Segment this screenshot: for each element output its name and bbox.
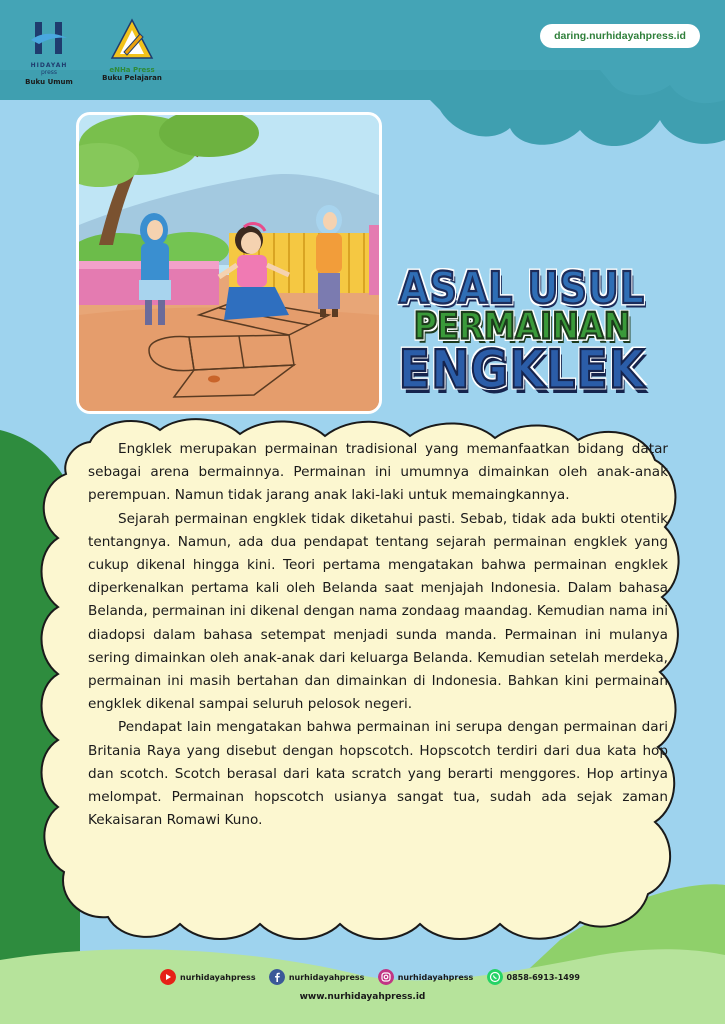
hidayah-logo: [24, 18, 74, 88]
enha-caption: Buku Pelajaran: [102, 74, 162, 82]
enha-logo: [100, 18, 164, 88]
paragraph-2: Sejarah permainan engklek tidak diketahui pasti. Sebab, tidak ada bukti otentik tentangnya. Namun, ada dua pendapat tentang sejarah permainan engklek yang cukup dikenal hingga kini. Teori pertama mengatakan bahwa permainan engklek diperkenalkan pertama kali oleh Belanda saat menjajah Indonesia. Dalam bahasa Belanda, permainan ini dikenal dengan nama zondaag maandag. Kemudian nama ini diadopsi dalam bahasa setempat menjadi sunda manda. Permainan ini mulanya sering dimainkan oleh anak-anak dari keluarga Belanda. Kemudian setelah merdeka, permainan ini masih bertahan dan dimainkan di Indonesia. Bahkan kini permainan engklek dikenal sampai seluruh pelosok negeri.: [88, 510, 668, 713]
illustration-art: [79, 115, 379, 411]
footer: [0, 964, 725, 1024]
youtube-handle: nurhidayahpress: [180, 972, 256, 982]
youtube-link[interactable]: [160, 969, 256, 985]
poster-title: [392, 262, 652, 408]
hidayah-name: HIDAYAH: [30, 62, 68, 69]
facebook-link[interactable]: [269, 969, 365, 985]
instagram-link[interactable]: [378, 969, 474, 985]
hidayah-mark-icon: [29, 18, 69, 58]
title-line-1: ASAL USUL: [399, 262, 645, 314]
article-body: [88, 438, 668, 938]
children-playing-illustration: [76, 112, 382, 414]
social-links: [160, 968, 580, 986]
title-line-3: ENGKLEK: [398, 337, 646, 401]
instagram-handle: nurhidayahpress: [397, 972, 474, 982]
enha-mark-icon: [110, 18, 154, 62]
facebook-icon: [269, 969, 285, 985]
enha-name: eNHa Press: [109, 66, 155, 74]
paragraph-1: Engklek merupakan permainan tradisional yang memanfaatkan bidang datar sebagai arena bermainnya. Permainan ini umumnya dimainkan oleh anak-anak perempuan. Namun tidak jarang anak laki-laki untuk memaingkannya.: [88, 441, 668, 504]
youtube-icon: [160, 969, 176, 985]
title-line-2: PERMAINAN: [413, 304, 631, 348]
paragraph-3: Pendapat lain mengatakan bahwa permainan ini serupa dengan permainan dari Britania Raya yang disebut dengan hopscotch. Hopscotch terdiri dari dua kata hop dan scotch. Scotch berasal dari kata scratch yang berarti menggores. Hop artinya melompat. Permainan hopscotch usianya sangat tua, sudah ada sejak zaman Kekaisaran Romawi Kuno.: [88, 719, 668, 829]
whatsapp-link[interactable]: [487, 969, 580, 985]
whatsapp-icon: [487, 969, 503, 985]
hidayah-sub: press: [40, 69, 58, 76]
footer-website[interactable]: www.nurhidayahpress.id: [299, 992, 426, 1002]
instagram-icon: [378, 969, 394, 985]
hidayah-caption: Buku Umum: [25, 78, 73, 86]
whatsapp-number: 0858-6913-1499: [506, 972, 580, 982]
website-pill[interactable]: daring.nurhidayahpress.id: [540, 24, 700, 48]
facebook-handle: nurhidayahpress: [288, 972, 365, 982]
